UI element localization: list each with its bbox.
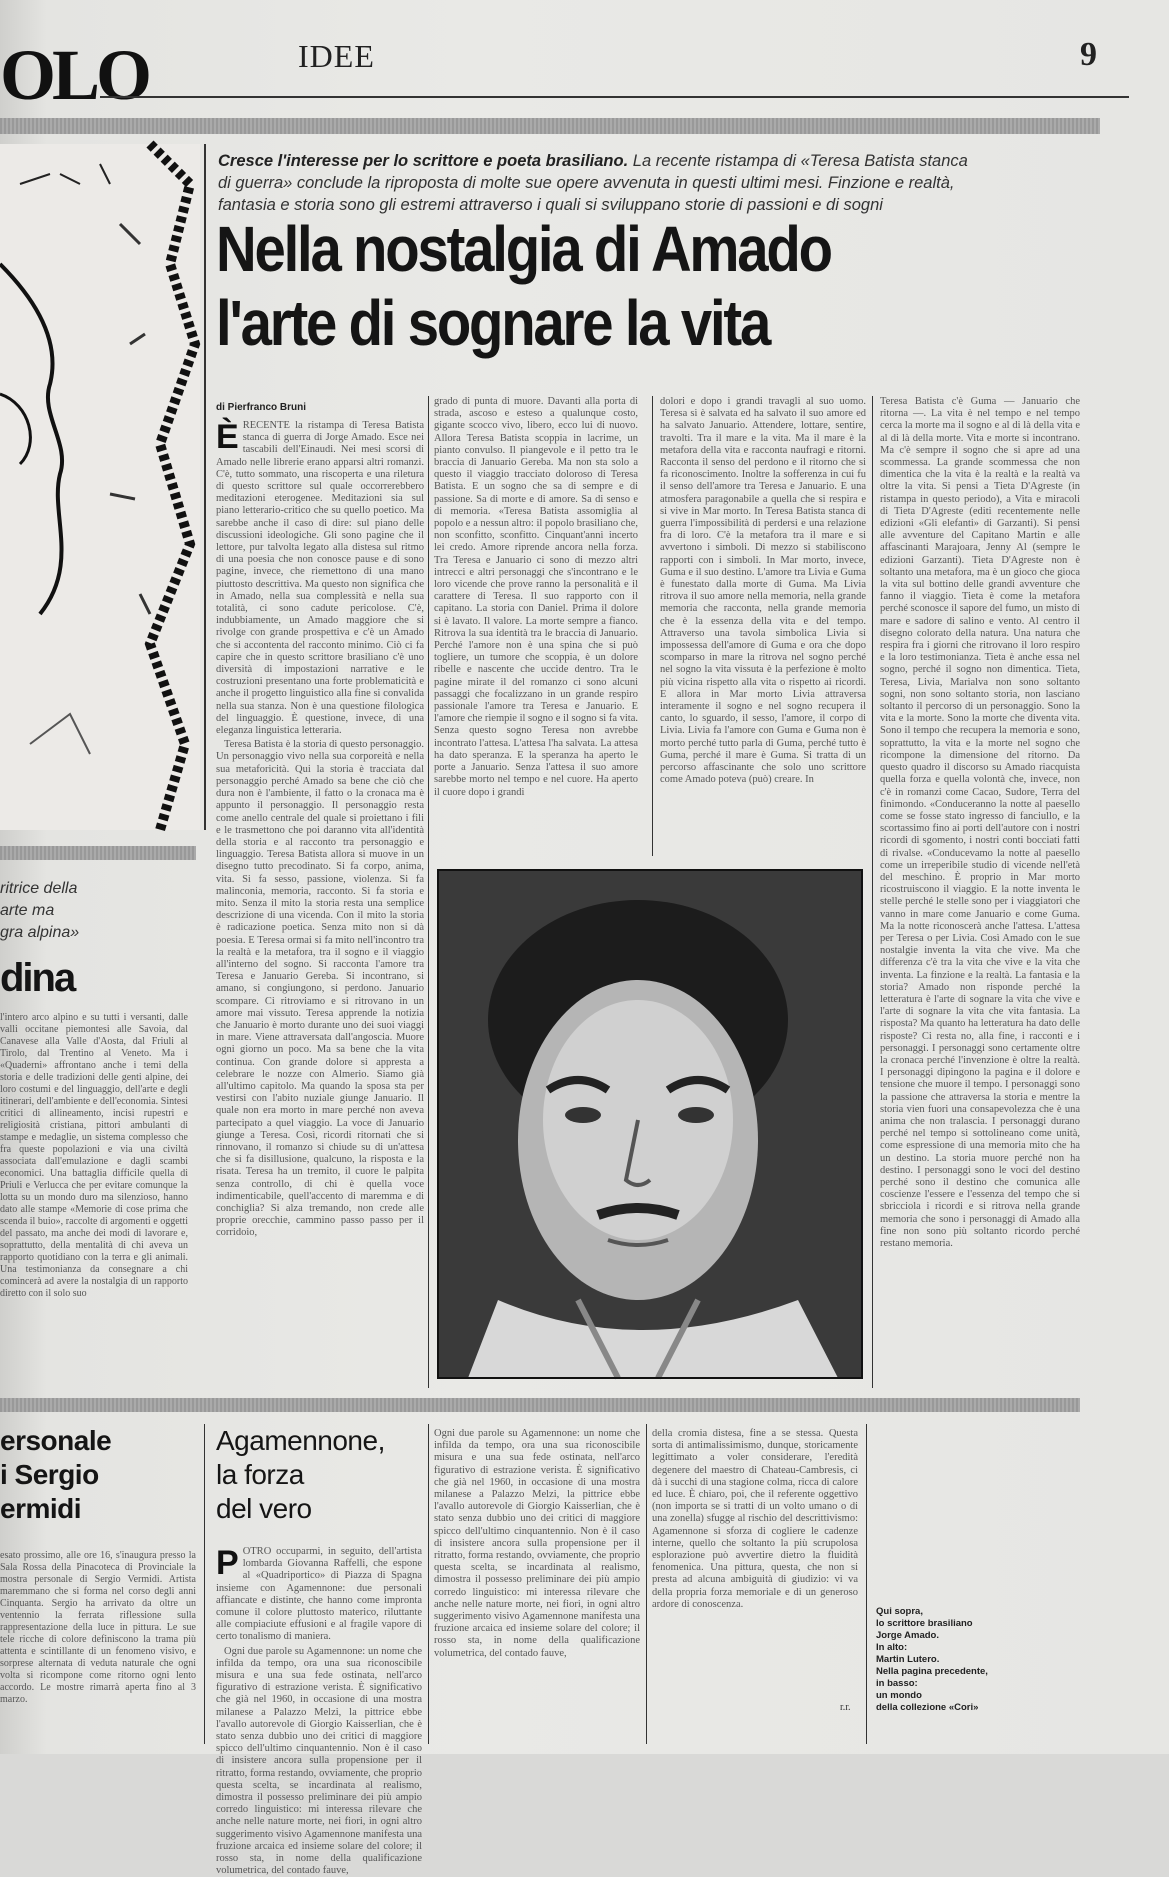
caption-line: un mondo [876,1690,922,1701]
signature: r.r. [840,1702,851,1713]
column-4-text: Teresa Batista c'è Guma — Januario che ritorna —. La vita è nel tempo e nel tempo cerca la morte ma il sogno e al di là della vita e al di là della morte. Vita e morte si incontrano. Ma c'è sempre il sogno che si apre ad una scommessa. La grande scommessa che non dimentica che la vita è la realtà e la realtà va oltre la vita. Si pensi a Tieta D'Agreste (in ristampa in questo periodo), a Vita e miracoli di Tieta D'Agreste (editi recentemente nelle edizioni «Gli elefanti» di Garzanti). Si pensi alle avventure del Capitano Martin e alle affascinanti Marajoara, Jenny Al (sempre le edizioni Garzanti). Tieta D'Agreste non è soltanto una metafora, ma è un gioco che gioca la vita sul bottino delle grandi avventure che fanno il viaggio. Tieta è come la metafora perché sconosce il sapore del fumo, un misto di mare e sadore di salino e vento. Al centro il disegno colorato della natura. Una natura che respira fra i giorni che ritrovano il loro respiro e la loro testimonianza. Tieta è anche essa nel sogno, perché il sogno non dimentica. Tieta, Teresa, Livia, Marialva non sono soltanto sogni, non sono soltanto storia, non lasciano soltanto il percorso di un personaggio. Sono la vita e la morte. Sono la morte che diventa vita. Sono il tempo che recupera la memoria e sono, soprattutto, la vita e la morte nel sogno che ricompone la dimensione del ritorno. Da questo quadro il discorso su Amado riacquista quella forza e quella volontà che, invece, non c'è in romanzi come Cacao, Sudore, Terra del finimondo. «Conduceranno la notte al paesello come se fosse stato ingresso di fanciullo, e la scortassimo fino ai porti dell'autore con i nostri ricordi di sgomento, i nostri conti bocciati fatti di rivalse. «Conducevamo la notte al paesello come un irreperibile studio di vicende nell'età del meschino. È proprio in Mar morto ricostruiscono il viaggio. E la notte inventa le stelle perché le stelle sono per i viaggiatori che vanno in mare come Januario e come Guma. Ma la notte riconoscerà anche l'attesa. L'attesa per Teresa o per Livia. Così Amado con le sue nostalgie inventa la vita che vive. Ma che differenza c'è tra la vita che vive e la vita che inventa. La finzione e la realtà. La fantasia e la storia? Amado non risponde perché la letteratura è l'arte di sognare la vita che vive e l'arte di sognare la vita che vita fantasia. La risposta? Ma quanto ha letteratura ha dato delle risposte? Ci resta no, alla fine, i racconti e i personaggi. I personaggi sono certamente oltre la cronaca perché l'invenzione è oltre la realtà. I personaggi dipingono la pagina e il dolore e tensione che muore il tempo. I personaggi sono la passione che attraversa la storia e mentre la storia vien fuori una consapevolezza che è una anima che non tralascia. I personaggi durano perché nel tempo si sottolineano come unità, come espressione di una memoria mito che ha un destino. La storia muore perché non ha destino. I personaggi sono le voci del destino perché sono il destino che comunica alle coscienze l'essere e l'essenza del tempo che si sbricciola i ricordi e si ritrova nella grande memoria che sono i personaggi di Amado alla fine non sono più soltanto ricordo perché restano memoria. [880,396,1080,1250]
top-banner [0,118,1100,134]
left-italic-line-1: ritrice della [0,880,78,897]
agamennone-drop-cap: P [216,1544,239,1582]
headline-line-2: l'arte di sognare la vita [216,287,770,359]
column-rule [204,144,206,830]
masthead-fragment: OLO [0,35,149,115]
left-italic-line-2: arte ma [0,902,55,919]
agamennone-headline-line-2: la forza [216,1459,304,1490]
caption-line: Qui sopra, [876,1606,923,1617]
column-rule [652,396,653,856]
agamennone-text-2-cont: Ogni due parole su Agamennone: un nome che infilda da tempo, ora una sua riconoscibile misura e una sua fede ostinata, nell'arco figurativo di estrazione verista. È significativo che già nel 1960, in occasione di una mostra milanese a Palazzo Melzi, la pittrice ebbe l'avallo autorevole di Giorgio Kaisserlian, che è stato senza dubbio uno dei critici di maggiore spicco dell'ultimo cinquantennio. Non è il caso di insistere ancora sulla propensione per il ritratto, forma restando, ovviamente, che proprio questa scelta, se incardinata al realismo, dimostra il possesso preliminare dei più ampio corredo linguistico: mi interessa rilevare che anche nelle nature morte, nei fiori, in ogni altro suggerimento visivo Agamennone manifesta una fruzione arcaica ed insieme solare del colore; il rosso sta, in nome della qualificazione volumetrica, del contado fauve, [434,1428,640,1659]
left-italic-line-3: gra alpina» [0,924,80,941]
lower-banner [0,1398,1080,1412]
agamennone-column-1 [216,1544,422,1877]
caption-line: In alto: [876,1642,908,1653]
agamennone-column-2 [434,1428,640,1744]
personale-headline [0,1424,111,1526]
agamennone-headline-line-1: Agamennone, [216,1425,385,1456]
agamennone-text-2: Ogni due parole su Agamennone: un nome che infilda da tempo, ora una sua riconoscibile misura e una sua fede ostinata, nell'arco figurativo di estrazione verista. È significativo che già nel 1960, in occasione di una mostra milanese a Palazzo Melzi, la pittrice ebbe l'avallo autorevole di Giorgio Kaisserlian, che è stato senza dubbio uno dei critici di maggiore spicco dell'ultimo cinquantennio. Non è il caso di insistere ancora sulla propensione per il ritratto, forma restando, ovviamente, che proprio questa scelta, se incardinata al realismo, dimostra il possesso preliminare dei più ampio corredo linguistico: mi interessa rilevare che anche nelle nature morte, nei fiori, in ogni altro suggerimento visivo Agamennone manifesta una fruzione arcaica ed insieme solare del colore; il rosso sta, in nome della qualificazione volumetrica, del contado fauve, [216,1645,422,1877]
article-lead [218,150,978,216]
agamennone-column-3 [652,1428,858,1744]
left-banner [0,846,196,860]
author-portrait-photo [438,870,862,1378]
caption-line: Nella pagina precedente, [876,1666,988,1677]
header-rule [100,96,1129,98]
article-headline [216,212,885,360]
agamennone-headline-line-3: del vero [216,1493,312,1524]
drop-cap: È [216,418,239,456]
agamennone-text-3: della cromia distesa, fine a se stessa. Questa sorta di antimalissimismo, dunque, storicamente legittimato a voler considerare, l'eredità degenere del maestro di Chateau-Cambresis, ci dà i succhi di una stagione colma, ricca di calore ed luce. È chiaro, poi, che il referente oggettivo (non importa se si tratti di un volto umano o di una zonella) sfugge al rischio del descrittivismo: Agamennone si sforza di cogliere le cadenze interne, quello che soltanto la più scrupolosa esplorazione può avvertire dietro la fluidità fenomenica. Una pittura, questa, che non si presta ad alcuna ambiguità di giudizio: vi va della propria forza memoriale e di un generoso ardore di conoscenza. [652,1428,858,1610]
column-rule [204,1424,205,1744]
left-partial-article [0,878,192,1001]
caption-line: lo scrittore brasiliano [876,1618,973,1629]
article-column-3 [660,396,866,856]
column-rule [646,1424,647,1744]
personale-headline-line-1: ersonale [0,1425,112,1456]
lead-bold: Cresce l'interesse per lo scrittore e poeta brasiliano. [218,152,629,170]
caption-line: Martin Lutero. [876,1654,940,1665]
section-title: IDEE [298,38,375,74]
column-rule [428,396,429,1388]
column-rule [428,1424,429,1744]
page-number: 9 [1080,36,1097,73]
column-1-text: RECENTE la ristampa di Teresa Batista stanca di guerra di Jorge Amado. Esce nei tascabili dell'Einaudi. Nei mesi scorsi di Amado nelle librerie erano apparsi altri romanzi. C'è, tutto sommato, una riscoperta e una riletura di questo scrittore sul quale occorrerebbero meditazioni eterogenee. Meditazioni sia sul piano letterario-critico che su quello poetico. Ma sarebbe anche il caso di dire: sul piano delle discussioni ideologiche. Gli sono pagine che il lettore, pur talvolta legato alla distesa sul ritmo di una poesia che non conosce pause e di sono pagine, invece, che riemettono di una mano piuttosto descrittiva. Ma questo non significa che in Amado, nella sua complessità e nella sua totalità, ci sono cadute pericolose. C'è, indubbiamente, un Amado maggiore che si rivolge con grande prospettiva e c'è un Amado che si accontenta del racconto minimo. Ciò ci fa capire che in questo scrittore brasiliano c'è uno diversità di impostazioni narrative e le costruzioni presentano una forte problematicità e anche il progetto linguistico alla fine si convalida nella sua stanza. Non è una questione filologica del linguaggio. È questione, invece, di una eleganza linguistica letteraria. [216,420,424,737]
personale-text [0,1550,196,1746]
agamennone-headline [216,1424,385,1526]
personale-headline-line-3: ermidi [0,1493,82,1524]
sketch-illustration [0,144,200,830]
column-3-text: dolori e dopo i grandi travagli al suo uomo. Teresa si è salvata ed ha salvato il suo amore ed ha salvato Januario. Attendere, lottare, sentire, travolti. Tra il mare e la vita. Ma il mare è la metafora della vita e racconta naufragi e ritorni. Racconta il senso del perdono e il ritorno che si fa riconoscimento. Inoltre la sofferenza in cui fu il senso dell'amore tra Teresa e Januario. E una atmosfera paragonabile a quella che si respira e si vive in Mar morto. In Teresa Batista stanca di guerra l'impossibilità di perdersi e una relazione fra di loro. C'è la metafora tra il mare e si avvertono i simboli. Di mezzo si stabiliscono rapporti con i simboli. In Mar morto, invece, Guma e il suo destino. L'amore tra Livia e Guma è funestato dalla morte di Guma. Ma Livia ritrova il suo amore nella memoria, nella grande memoria che racconta, nella grande memoria che è la essenza della vita e del tempo. Attraverso una tavola simbolica Livia si impossessa dell'amore di Guma e ora che dopo scomparso in mare la ritrova nel sogno perché nel sogno la vita vissuta è la perfezione è molto più vicina rispetto alla vita o rispetto ai ricordi. E allora in Mar morto Livia attraversa interamente il sogno e nel sogno recupera il canto, lo sguardo, il sesso, l'amore, il corpo di Livia. Livia fa l'amore con Guma e Guma non è morto perché tutto parla di Guma, perché tutto è Guma, perché il mare è Guma. Si tratta di un percorso affascinante che solo uno scrittore come Amado poteva (può) creare. In [660,396,866,786]
column-rule [872,396,873,1388]
article-column-1 [216,420,424,1388]
byline: di Pierfranco Bruni [216,402,307,413]
headline-line-1: Nella nostalgia di Amado [216,213,831,285]
column-1b-text: Teresa Batista è la storia di questo personaggio. Un personaggio vivo nella sua corporeità e nella sua metaforicità. Qui la storia è tracciata dal personaggio perché Amado sa bene che ciò che dura non è l'ambiente, il fatto o la cronaca ma è appunto il personaggio. Il personaggio resta come anello centrale del quale si proiettano i fili e le trasmettono che poi daranno vita all'identità della storia e al racconto tra personaggio e linguaggio. Teresa Batista allora si muove in un disegno tutto precodinato. Si fa corpo, anima, vita. Si fa sesso, passione, violenza. Si fa malinconia, memoria, racconto. Si fa storia e mito. Senza il mito la storia resta una semplice descrizione di una vicenda. Con il mito la storia è radicazione poetica. Senza mito non si dà poesia. E Teresa ormai si fa mito nell'incontro tra la realtà e la metafora, tra il sogno e il viaggio all'interno del sogno. Si racconta l'amore tra Teresa e Januario Gereba. Si incontrano, si amano, si congiungono, si perdono. Januario scompare. Ci ritroviamo e si ritrovano in un amore mai vissuto. Teresa apprende la notizia che Januario è morto durante uno dei suoi viaggi in mare. Viene attraversata dall'angoscia. Muore ogni giorno un poco. Ma sa bene che la vita continua. Con grande dolore si appresta a celebrare le nozze con Almerio. Siamo già all'ultimo capitolo. Ma quando la sposa sta per vestirsi con l'abito nuziale giunge Januario. Il quale non era morto in mare perché non aveva partecipato a quel viaggio. La voce di Januario giunge a Teresa. Così, ricordi ritornati che si rinnovano, il romanzo si chiude su di un'attesa che si fa disillusione, qualcuno, la risposta e la risata. Teresa ha un tremito, il cuore le palpita senza controllo, di chi è quella voce indimenticabile, quell'accento di maremma e di conchiglia? Si alza tremando, non crede alle proprie orecchie, cammino passo passo per il corridoio, [216,739,424,1239]
article-column-2 [434,396,638,856]
lead-text: La recente ristampa di «Teresa Batista stanca di guerra» conclude la riproposta di molte sue opere avvenuta in questi ultimi mesi. Finzione e realtà, fantasia e storia sono gli estremi attraverso i quali si sviluppano storie di passioni e di sogni [218,152,968,214]
personale-headline-line-2: i Sergio [0,1459,99,1490]
left-partial-text: l'intero arco alpino e su tutti i versanti, dalle valli occitane piemontesi alle Savoia, dal Canavese alla Valle d'Aosta, dal Friuli al Tirolo, dal Trentino al Veneto. Ma i «Quaderni» affrontano anche i temi della storia e delle tradizioni delle genti alpine, dei loro costumi e del linguaggio, dell'arte e degli itinerari, dell'ambiente e dell'economia. Sintesi critici di allineamento, incisi rupestri e religiosità cristiana, pittori ambulanti di stampe e medaglie, un sistema complesso che fra queste popolazioni e via una civiltà associata dall'emulazione e dagli scambi economici. Una battaglia difficile quella di Priuli e Verlucca che per evitare comunque la lotta su un mondo duro ma silenzioso, hanno dato alle stampe «Memorie di cose prima che scenda il buio», raccolte di argomenti e oggetti del passato, ma anche dei modi di lavorare e, soprattutto, della mentalità di chi aveva un rapporto quotidiano con la terra e gli animali. Una testimonianza da consegnare a chi comincerà ad avere la nostalgia di un rapporto diretto con il solo suo [0,1012,188,1299]
article-column-4 [880,396,1080,1386]
caption-line: della collezione «Cori» [876,1702,979,1713]
photo-caption [876,1606,1026,1714]
caption-line: Jorge Amado. [876,1630,939,1641]
column-2-text: grado di punta di muore. Davanti alla porta di strada, ascoso e esteso a qualunque costo, gigante scocco vivo, libero, ecco lui di nuovo. Allora Teresa Batista scoppia in lacrime, un pianto convulso. Il piangevole e il petto tra le braccia di Januario Gereba. Ma non sta solo a questo il viaggio tracciato doloroso di Teresa Batista. E un sogno che sa di sempre e di passione. Sa di morte e di amore. Sa di senso e di memoria. «Teresa Batista assomiglia al popolo e a nessun altro: il popolo brasiliano che, non sconfitto, sconfitto. Cinquant'anni incerto lei credo. Amore riprende ancora nella forza. Tra Teresa e Januario ci sono di mezzo altri intrecci e altri personaggi che s'incontrano e le loro vicende che prove ranno la personalità e il carattere di Teresa. Il suo rapporto con il capitano. La storia con Daniel. Prima il dolore si è lavato. Il valore. La morte sempre a fianco. Ritrova la sua identità tra le braccia di Januario. Perché l'amore non è una spina che si può togliere, un tumore che scoppia, è un dolore ribelle e nascente che uccide dentro. Tra le pagine mirate il del romanzo ci sono alcuni passaggi che focalizzano in un grande respiro passionale l'amore tra Teresa e Januario. E l'amore che riempie il sogno e il sogno si fa vita. Senza questo sogno Teresa non avrebbe incontrato l'attesa. L'attesa l'ha salvata. La attesa ha dato speranza. E la speranza ha aperto le porte a Januario. Senza l'attesa il suo amore sarebbe morto nel tempo e nel cuore. Ha aperto il cuore dopo i grandi [434,396,638,798]
agamennone-text-1: OTRO occuparmi, in seguito, dell'artista lombarda Giovanna Raffelli, che espone al «Quadriportico» di Piazza di Spagna insieme con Agamennone: due personali affiancate e distinte, che hanno come impronta comune il colore pluttosto materico, riluttante alle compiaciute effusioni e al fragile vapore di certo tonalismo di maniera. [216,1546,422,1643]
column-rule [866,1424,867,1744]
personale-text-body: esato prossimo, alle ore 16, s'inaugura presso la Sala Rossa della Pinacoteca di Provinciale la mostra personale di Sergio Vermidi. Artista maremmano che si forma nel corso degli anni Cinquanta. Sergio ha arrivato da oltre un ventennio la ferrata riflessione sulla rappresentazione della luce in pittura. Le sue tele ricche di colore definiscono la trama più attenta e scintillante di un fenomeno visivo, e sorprese alternata di veduta naturale che ogni volta si ricompone come ritorno ogni lento accordo. Le mostre rimarrà aperta fino al 3 marzo. [0,1550,196,1705]
caption-line: in basso: [876,1678,918,1689]
left-headline-fragment: dina [0,956,75,1000]
